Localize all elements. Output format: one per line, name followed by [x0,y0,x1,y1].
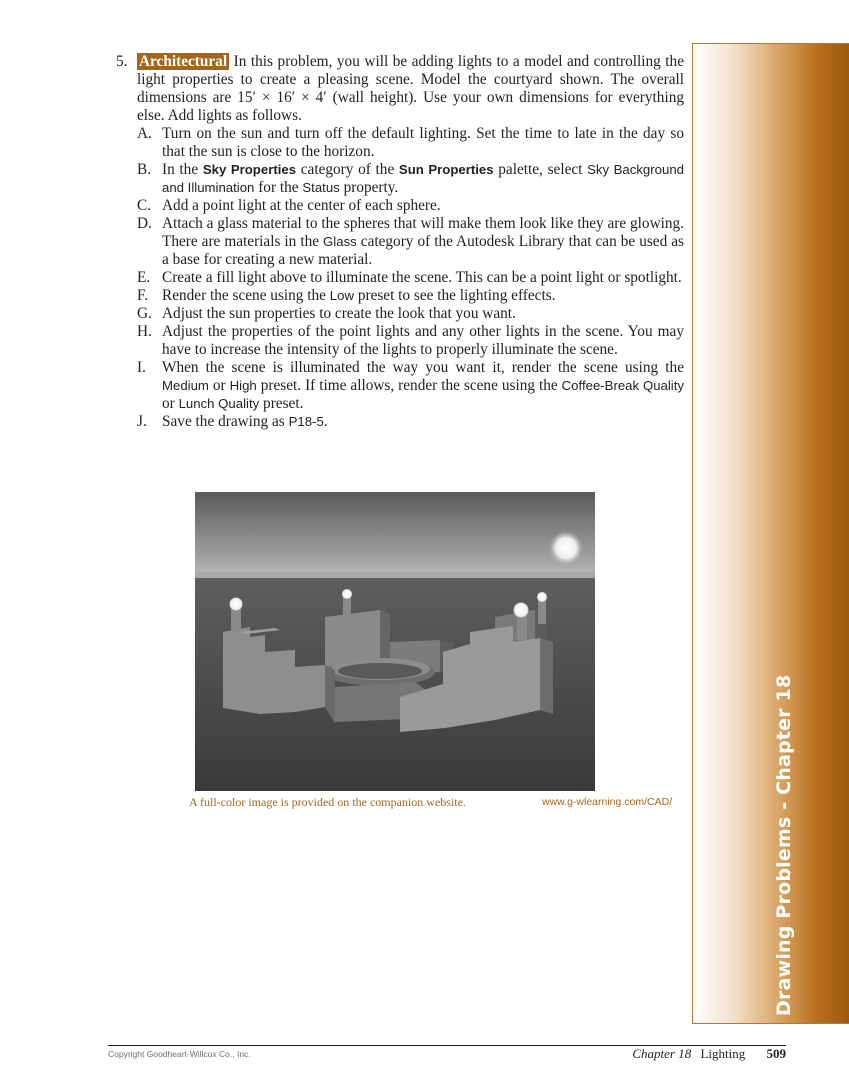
ui-term: Glass [323,234,357,249]
step-text: property. [339,179,399,196]
step-text: or [162,395,179,412]
step-h [116,323,684,359]
ui-term: Sky Properties [202,162,297,177]
ui-term: Sun Properties [398,162,494,177]
step-text: Adjust the properties of the point lights and any other lights in the scene. You may have to increase the intensity of the lights to properly illuminate the scene. [162,323,684,358]
step-text: palette, select [493,161,588,178]
running-footer [632,1046,786,1062]
ui-term: Status [302,180,340,195]
step-text: Save the drawing as [162,413,289,430]
step-letter: I. [137,359,146,376]
step-text: Turn on the sun and turn off the default lighting. Set the time to late in the day so that the sun is close to the horizon. [162,125,684,160]
sun-disc [549,531,583,565]
problem-number: 5. [116,53,128,70]
step-letter: A. [137,125,152,142]
glowing-sphere [514,603,529,618]
step-text: category of the [296,161,399,178]
step-letter: G. [137,305,152,322]
step-text: Add a point light at the center of each sphere. [162,197,441,214]
problem-intro [137,53,684,125]
step-text: When the scene is illuminated the way you want it, render the scene using the [162,359,684,376]
ui-term: Lunch Quality [178,396,260,411]
footer-chapter: Chapter 18 [632,1046,692,1061]
step-text: Render the scene using the [162,287,330,304]
step-text: . [323,413,328,430]
copyright-notice: Copyright Goodheart-Willcox Co., Inc. [108,1049,251,1059]
step-letter: H. [137,323,152,340]
step-a [116,125,684,161]
step-c [116,197,684,215]
ui-term: Sky Background and Illumination [162,162,684,195]
step-text: Attach a glass material to the spheres that will make them look like they are glowing. There are materials in the [162,215,684,250]
glowing-sphere [342,589,352,599]
step-d [116,215,684,269]
courtyard-render-image [195,492,595,791]
step-text: or [208,377,230,394]
step-b [116,161,684,197]
step-e [116,269,684,287]
step-letter: C. [137,197,152,214]
ui-term: Medium [162,378,209,393]
problem-5 [116,53,684,431]
step-f [116,287,684,305]
glowing-sphere [230,598,243,611]
step-text: preset to see the lighting effects. [354,287,556,304]
step-list [116,125,684,431]
step-text: In the [162,161,203,178]
chapter-side-tab [692,43,849,1024]
side-tab-label: Drawing Problems - Chapter 18 [773,674,795,1016]
ui-term: Low [329,288,354,303]
page-number: 509 [766,1046,786,1061]
step-text: Create a fill light above to illuminate the scene. This can be a point light or spotlight. [162,269,682,286]
step-g [116,305,684,323]
figure-caption: A full-color image is provided on the companion website. [189,795,466,809]
step-letter: J. [137,413,147,430]
step-text: preset. If time allows, render the scene using the [256,377,562,394]
glowing-sphere [537,592,547,602]
step-text: preset. [259,395,304,412]
step-letter: E. [137,269,151,286]
architectural-badge: Architectural [139,53,228,70]
step-text: Adjust the sun properties to create the look that you want. [162,305,516,322]
problem-intro-text: In this problem, you will be adding lights to a model and controlling the light properties to create a pleasing scene. Model the courtyard shown. The overall dimensions are 15′ × 16′ × 4′ (wall height). Use your own dimensions for everything else. Add lights as follows. [137,53,684,124]
step-letter: F. [137,287,149,304]
step-text: category of the Autodesk Library that can be used as a base for creating a new material. [162,233,684,268]
companion-website-link[interactable]: www.g-wlearning.com/CAD/ [542,796,673,808]
step-j [116,413,684,431]
step-text: for the [254,179,303,196]
sky [195,492,595,577]
ui-term: Coffee-Break Quality [561,378,684,393]
step-letter: D. [137,215,152,232]
step-i [116,359,684,413]
ui-term: High [229,378,257,393]
ui-term: P18-5 [288,414,324,429]
step-letter: B. [137,161,152,178]
footer-section: Lighting [700,1046,746,1061]
